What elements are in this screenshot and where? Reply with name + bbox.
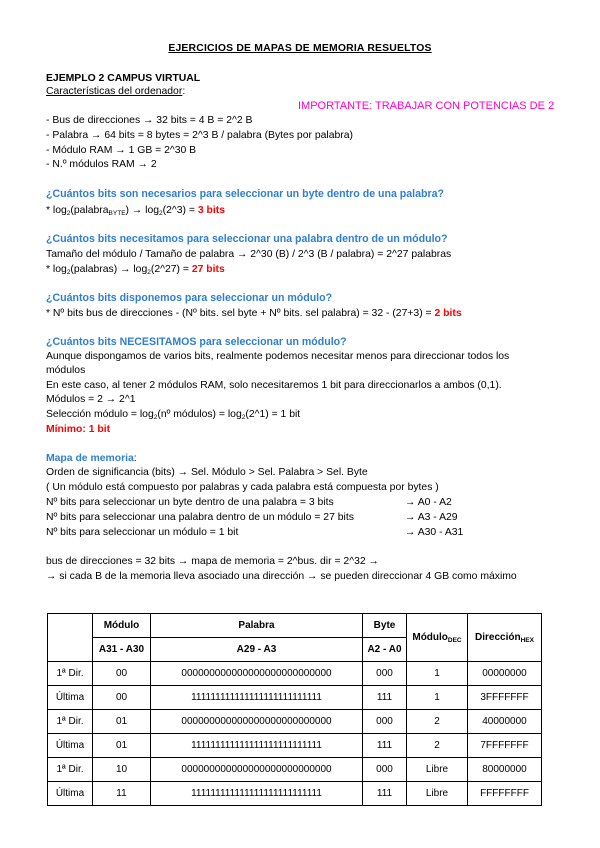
table-cell: 111111111111111111111111111 [151,686,363,710]
bits-line: Nº bits para seleccionar un byte dentro de una palabra = 3 bits [46,497,334,508]
memory-map-heading: Mapa de memoria: [46,453,137,464]
table-cell: 000 [363,710,407,734]
characteristic-line: - N.º módulos RAM → 2 [46,159,157,170]
capacity-line: → si cada B de la memoria lleva asociado una dirección → se pueden direccionar 4 GB como máximo [46,571,517,582]
table-cell: Libre [407,782,468,806]
table-cell: 11 [93,782,151,806]
table-cell: 00 [93,686,151,710]
significance-order: Orden de significancia (bits) → Sel. Módulo > Sel. Palabra > Sel. Byte [46,467,368,478]
table-header-cell: Palabra [151,614,363,638]
table-cell: 000000000000000000000000000 [151,710,363,734]
question-byte-in-word: ¿Cuántos bits son necesarios para seleccionar un byte dentro de una palabra? [46,188,444,200]
table-cell: 2 [407,710,468,734]
address-range: → A30 - A31 [405,527,464,538]
table-cell: 111 [363,734,407,758]
table-cell: 01 [93,734,151,758]
memory-map-table [47,613,542,806]
page-title: EJERCICIOS DE MAPAS DE MEMORIA RESUELTOS [168,43,432,54]
word-count-line: Tamaño del módulo / Tamaño de palabra → 2^30 (B) / 2^3 (B / palabra) = 2^27 palabras [46,249,452,260]
table-header-cell: Módulo [93,614,151,638]
table-header-cell [48,614,93,662]
characteristics-heading: Características del ordenador: [46,86,186,97]
answer-line-byte: * $\log_2(palabra_{BYTE})$ → $\log_2(2\^{}3) = 3$ bits [46,205,225,217]
table-cell: 00000000 [468,662,542,686]
table-header-cell: Dirección$_{HEX}$ [468,614,542,662]
answer-line-module-available: * Nº bits bus de direcciones - (Nº bits. sel byte + Nº bits. sel palabra) = 32 - (27+3) = 2 bits [46,308,462,319]
table-cell: FFFFFFFF [468,782,542,806]
explanation-line: módulos [46,365,86,376]
table-header-cell: A2 - A0 [363,638,407,662]
characteristic-line: - Bus de direcciones → 32 bits = 4 B = 2^2 B [46,115,253,126]
module-composition-note: ( Un módulo está compuesto por palabras y cada palabra está compuesta por bytes ) [46,482,439,493]
question-word-in-module: ¿Cuántos bits necesitamos para seleccionar una palabra dentro de un módulo? [46,233,448,245]
table-row [48,686,542,710]
table-row [48,758,542,782]
table-row [48,782,542,806]
table-cell: 000 [363,758,407,782]
table-cell: 000 [363,662,407,686]
table-header-cell: Byte [363,614,407,638]
table-cell: 01 [93,710,151,734]
bits-line: Nº bits para seleccionar un módulo = 1 bit [46,527,239,538]
table-cell: 1ª Dir. [48,662,93,686]
address-range: → A3 - A29 [405,512,458,523]
bits-line: Nº bits para seleccionar una palabra dentro de un módulo = 27 bits [46,512,354,523]
table-cell: Libre [407,758,468,782]
table-cell: 111 [363,686,407,710]
question-module-available: ¿Cuántos bits disponemos para seleccionar un módulo? [46,292,333,304]
table-row [48,710,542,734]
table-cell: 40000000 [468,710,542,734]
table-header-cell: A29 - A3 [151,638,363,662]
table-cell: 2 [407,734,468,758]
table-cell: 1ª Dir. [48,710,93,734]
module-selection-line: Selección módulo = $\log_2(nº$ módulos) = $\log_2(2\^{}1) = 1$ bit [46,409,301,421]
important-note: IMPORTANTE: TRABAJAR CON POTENCIAS DE 2 [298,100,555,112]
table-header-cell: Módulo$_{DEC}$ [407,614,468,662]
table-header-row [48,614,542,638]
table-cell: Última [48,734,93,758]
table-cell: 3FFFFFFF [468,686,542,710]
table-cell: 7FFFFFFF [468,734,542,758]
example-heading: EJEMPLO 2 CAMPUS VIRTUAL [46,73,201,84]
explanation-line: En este caso, al tener 2 módulos RAM, solo necesitaremos 1 bit para direccionarlos a ambos (0,1). [46,380,502,391]
table-row [48,734,542,758]
table-cell: 80000000 [468,758,542,782]
explanation-line: Aunque dispongamos de varios bits, realmente podemos necesitar menos para direccionar todos los [46,351,510,362]
bus-line: bus de direcciones = 32 bits → mapa de memoria = 2^bus. dir = 2^32 → [46,556,379,567]
table-cell: Última [48,782,93,806]
question-module-needed: ¿Cuántos bits NECESITAMOS para seleccionar un módulo? [46,336,347,348]
table-cell: 10 [93,758,151,782]
table-cell: Última [48,686,93,710]
table-cell: 1ª Dir. [48,758,93,782]
modules-power-line: Módulos = 2 → 2^1 [46,394,136,405]
table-cell: 111111111111111111111111111 [151,734,363,758]
table-cell: 1 [407,662,468,686]
table-cell: 000000000000000000000000000 [151,758,363,782]
table-cell: 000000000000000000000000000 [151,662,363,686]
table-cell: 00 [93,662,151,686]
answer-line-word: * $\log_2(palabras)$ → $\log_2(2\^{}27) = 27$ bits [46,264,225,276]
characteristic-line: - Palabra → 64 bits = 8 bytes = 2^3 B / palabra (Bytes por palabra) [46,130,353,141]
table-row [48,662,542,686]
table-cell: 111 [363,782,407,806]
table-header-cell: A31 - A30 [93,638,151,662]
address-range: → A0 - A2 [405,497,452,508]
characteristic-line: - Módulo RAM → 1 GB = 2^30 B [46,145,197,156]
table-cell: 111111111111111111111111111 [151,782,363,806]
minimum-answer: Mínimo: 1 bit [46,424,111,435]
table-cell: 1 [407,686,468,710]
